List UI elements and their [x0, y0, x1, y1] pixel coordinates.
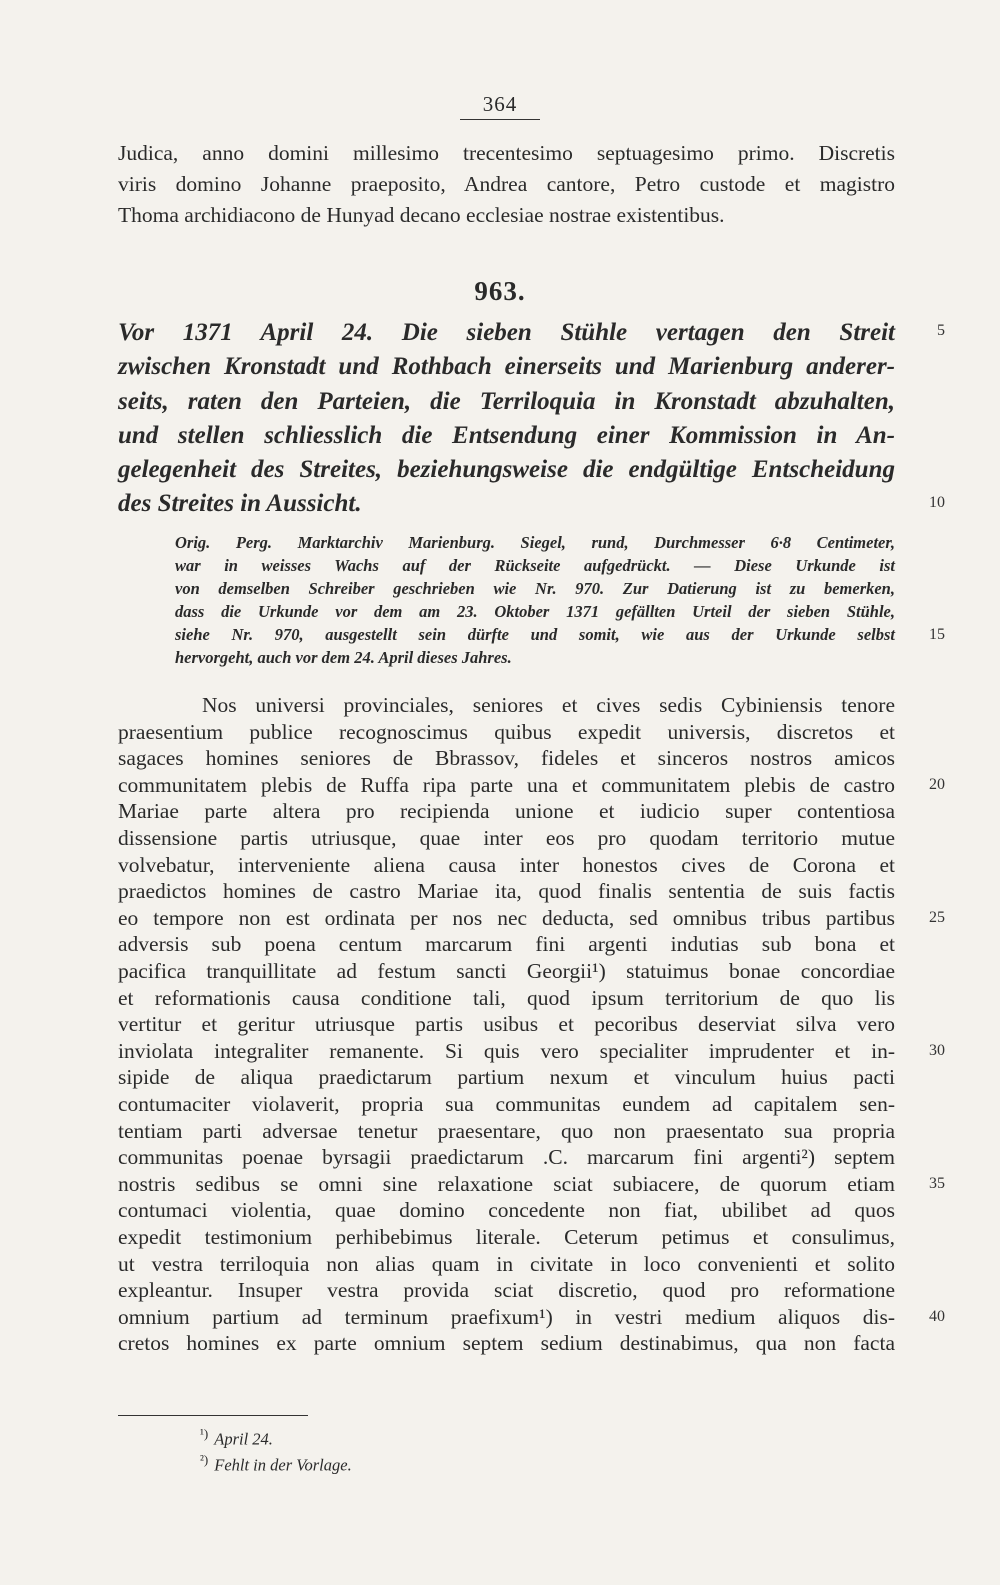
text-line: inviolata integraliter remanente. Si quis vero specialiter imprudenter et in- [118, 1039, 895, 1063]
margin-line-number: 10 [929, 494, 945, 511]
regest-line: seits, raten den Parteien, die Terriloquia in Kronstadt abzuhalten, [118, 388, 895, 415]
regest-line: Vor 1371 April 24. Die sieben Stühle vertagen den Streit [118, 319, 895, 346]
text-line: sagaces homines seniores de Bbrassov, fideles et sinceros nostros amicos [118, 746, 895, 770]
note-line: von demselben Schreiber geschrieben wie Nr. 970. Zur Datierung ist zu bemerken, [175, 579, 895, 598]
footnote-text: Fehlt in der Vorlage. [214, 1455, 352, 1475]
margin-line-number: 40 [929, 1308, 945, 1325]
footnote [200, 1426, 273, 1450]
text-line: Nos universi provinciales, seniores et cives sedis Cybiniensis tenore [202, 693, 895, 717]
text-line: contumaci violentia, quae domino concedente non fiat, ubilibet ad quos [118, 1198, 895, 1222]
note-line: Orig. Perg. Marktarchiv Marienburg. Siegel, rund, Durchmesser 6·8 Centimeter, [175, 533, 895, 552]
document-number: 963. [474, 276, 526, 306]
margin-line-number: 15 [929, 626, 945, 643]
text-line: Mariae parte altera pro recipienda unione et iudicio super contentiosa [118, 799, 895, 823]
text-line: expleantur. Insuper vestra provida sciat discretio, quod pro reformatione [118, 1278, 895, 1302]
text-line: expedit testimonium perhibebimus literale. Ceterum petimus et consulimus, [118, 1225, 895, 1249]
text-line: praesentium publice recognoscimus quibus expedit universis, discretos et [118, 720, 895, 744]
note-line: siehe Nr. 970, ausgestellt sein dürfte und somit, wie aus der Urkunde selbst [175, 625, 895, 644]
footnote-text: April 24. [214, 1429, 273, 1449]
text-line: omnium partium ad terminum praefixum¹) in vestri medium aliquos dis- [118, 1305, 895, 1329]
text-line: volvebatur, interveniente aliena causa inter honestos cives de Corona et [118, 853, 895, 877]
regest-line: zwischen Kronstadt und Rothbach einerseits und Marienburg anderer- [118, 353, 895, 380]
footnote-rule [118, 1415, 308, 1416]
text-line: cretos homines ex parte omnium septem sedium destinabimus, qua non facta [118, 1331, 895, 1355]
text-line: tentiam parti adversae tenetur praesentare, quo non praesentato sua propria [118, 1119, 895, 1143]
regest-line: und stellen schliesslich die Entsendung einer Kommission in An- [118, 422, 895, 449]
regest-line: des Streites in Aussicht. [118, 490, 362, 517]
text-line: communitas poenae byrsagii praedictarum .C. marcarum fini argenti²) septem [118, 1145, 895, 1169]
footnote [200, 1452, 352, 1476]
text-line: communitatem plebis de Ruffa ripa parte una et communitatem plebis de castro [118, 773, 895, 797]
text-line: pacifica tranquillitate ad festum sancti Georgii¹) statuimus bonae concordiae [118, 959, 895, 983]
intro-line: Judica, anno domini millesimo trecentesimo septuagesimo primo. Discretis [118, 141, 895, 165]
margin-line-number: 5 [937, 322, 945, 339]
text-line: nostris sedibus se omni sine relaxatione sciat subiacere, de quorum etiam [118, 1172, 895, 1196]
margin-line-number: 30 [929, 1042, 945, 1059]
margin-line-number: 25 [929, 909, 945, 926]
note-line: dass die Urkunde vor dem am 23. Oktober 1371 gefällten Urteil der sieben Stühle, [175, 602, 895, 621]
margin-line-number: 35 [929, 1175, 945, 1192]
text-line: sipide de aliqua praedictarum partium nexum et vinculum huius pacti [118, 1065, 895, 1089]
note-line: hervorgeht, auch vor dem 24. April dieses Jahres. [175, 648, 512, 667]
intro-line: viris domino Johanne praeposito, Andrea cantore, Petro custode et magistro [118, 172, 895, 196]
text-line: praedictos homines de castro Mariae ita, quod finalis sententia de suis factis [118, 879, 895, 903]
note-line: war in weisses Wachs auf der Rückseite aufgedrückt. — Diese Urkunde ist [175, 556, 895, 575]
text-line: eo tempore non est ordinata per nos nec deducta, sed omnibus tribus partibus [118, 906, 895, 930]
margin-line-number: 20 [929, 776, 945, 793]
footnote-mark: ¹) [200, 1426, 209, 1441]
text-line: et reformationis causa conditione tali, quod ipsum territorium de quo lis [118, 986, 895, 1010]
text-line: adversis sub poena centum marcarum fini argenti indutias sub bona et [118, 932, 895, 956]
intro-line: Thoma archidiacono de Hunyad decano ecclesiae nostrae existentibus. [118, 203, 725, 227]
text-line: contumaciter violaverit, propria sua communitas eundem ad capitalem sen- [118, 1092, 895, 1116]
text-line: dissensione partis utriusque, quae inter eos pro quodam territorio mutue [118, 826, 895, 850]
page-number-rule [460, 119, 540, 120]
regest-line: gelegenheit des Streites, beziehungsweise die endgültige Entscheidung [118, 456, 895, 483]
text-line: ut vestra terriloquia non alias quam in civitate in loco convenienti et solito [118, 1252, 895, 1276]
text-line: vertitur et geritur utriusque partis usibus et pecoribus deserviat silva vero [118, 1012, 895, 1036]
page-number: 364 [482, 92, 518, 116]
footnote-mark: ²) [200, 1452, 209, 1467]
